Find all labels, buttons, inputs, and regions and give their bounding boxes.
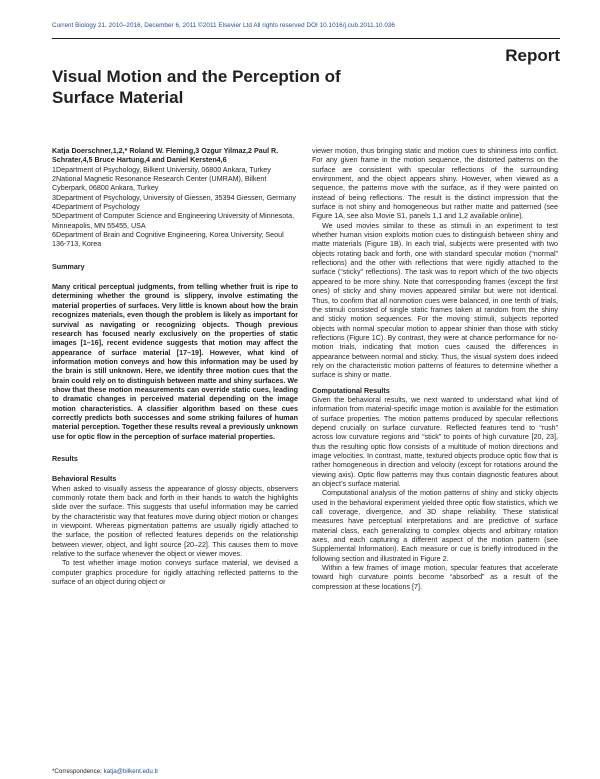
affiliation: 4Department of Psychology [52,203,140,212]
author-list: Katja Doerschner,1,2,* Roland W. Fleming,3 Ozgur Yilmaz,2 Paul R. Schrater,4,5 Bruce Hartung,4 and Daniel Kersten4,6 [52,147,279,165]
right-column [312,147,558,592]
behavioral-results-heading: Behavioral Results [52,475,117,484]
affiliation: 1Department of Psychology, Bilkent University, 06800 Ankara, Turkey [52,165,271,174]
affiliation-list [52,166,298,250]
footnote-label: *Correspondence: [52,768,104,775]
correspondence-footnote [52,768,158,775]
body-paragraph: Computational analysis of the motion patterns of shiny and sticky objects used in the behavioral experiment yielded three optic flow statistics, which we call coverage, divergence, and 3D shape reliability. These statistical measures have perceptual interpretations and are predictive of surface material class, each generalizing to complex objects and arbitrary rotation axes, and each capturing a different aspect of the motion pattern (see Supplemental Information). Each measure or cue is briefly introduced in the following section and illustrated in Figure 2. [312,489,558,563]
body-paragraph: To test whether image motion conveys surface material, we devised a computer graphics procedure for rigidly attaching reflected patterns to the surface of an object during object or [52,559,298,587]
results-heading: Results [52,454,78,463]
affiliation: 2National Magnetic Resonance Research Center (UMRAM), Bilkent Cyberpark, 06800 Ankara, Turkey [52,175,267,193]
affiliation: 3Department of Psychology, University of Giessen, 35394 Giessen, Germany [52,193,296,202]
header-rule [52,38,560,39]
affiliation: 6Department of Brain and Cognitive Engineering, Korea University, Seoul 136-713, Korea [52,231,284,249]
left-column [52,147,298,587]
paper-title: Visual Motion and the Perception of Surface Material [52,67,341,107]
body-paragraph: viewer motion, thus bringing static and motion cues to shininess into conflict. For any given frame in the motion sequence, the distorted patterns on the surface are consistent with specular reflections of the surrounding environment, and the object appears shiny. However, when viewed as a sequence, the patterns move with the surface, as if they were painted on instead of being reflections. The result is the distinct impression that the surface is not shiny and homogeneous but rather matte and patterned (see Figure 1A, see also Movie S1, panels 1,1 and 1,2 available online). [312,147,558,221]
journal-citation-line: Current Biology 21, 2010–2016, December 6, 2011 ©2011 Elsevier Ltd All rights reserved DOI 10.1016/j.cub.2011.10.036 [52,22,395,29]
correspondence-email-link[interactable]: katja@bilkent.edu.tr [103,768,159,775]
affiliation: 5Department of Computer Science and Engineering University of Minnesota, Minneapolis, MN 55455, USA [52,212,295,230]
body-paragraph: We used movies similar to these as stimuli in an experiment to test whether human vision exploits motion cues to distinguish between shiny and matte materials (Figure 1B). In each trial, subjects were presented with two objects rotating back and forth, one with standard specular motion (“normal” reflections) and the other with reflections that were rigidly attached to the surface (“sticky” reflections). The task was to report which of the two objects appeared to be more shiny. Note that corresponding frames (except the first ones) of sticky and shiny movies appeared similar but were not identical. Thus, to confirm that all nonmotion cues were balanced, in one tenth of trials, the stimuli consisted of single static frames taken at random from the shiny and sticky motion sequences. For the moving stimuli, subjects reported objects with normal specular motion to appear shinier than those with sticky reflections (Figure 1C). By contrast, they were at chance performance for no-motion trials, indicating that motion cues caused the differences in appearance between normal and sticky. Thus, the visual system does indeed rely on the characteristic motion patterns of features to determine whether a surface is shiny or matte. [312,221,558,380]
body-paragraph: Within a few frames of image motion, specular features that accelerate toward high curvature points become “absorbed” as a result of the compression at these locations [7]. [312,564,558,591]
section-tag: Report [505,46,560,65]
computational-results-heading: Computational Results [312,386,390,395]
body-paragraph: Given the behavioral results, we next wanted to understand what kind of information from material-specific image motion is available for the estimation of surface properties. The motion patterns produced by specular reflections depend crucially on surface curvature. Reflected features tend to “rush” across low curvature regions and “stick” to points of high curvature [20, 23], thus the resulting optic flow consists of a multitude of motion directions and image velocities. In contrast, matte, textured objects produce optic flow that is rather homogeneous in direction and velocity (except for rotations around the viewing axis). Optic flow patterns may thus contain diagnostic features about an object’s surface material. [312,395,558,489]
body-paragraph: When asked to visually assess the appearance of glossy objects, observers commonly rotate them back and forth in their hands to watch the highlights slide over the surface. This suggests that useful information may be carried by the characteristic way that features move during object motion or changes in viewpoint. Whereas pigmentation patterns are usually rigidly attached to the surface, the position of reflected features depends on the relationship between viewer, object, and light source [20–22]. This causes them to move relative to the surface whenever the object or viewer moves. [52,484,298,559]
summary-text: Many critical perceptual judgments, from telling whether fruit is ripe to determining whether the ground is slippery, involve estimating the material properties of surfaces. Very little is known about how the brain recognizes materials, even though the problem is likely as important for survival as navigating or recognizing objects. Though previous research has focused nearly exclusively on the properties of static images [1–16], recent evidence suggests that motion may affect the appearance of surface material [17–19]. However, what kind of information motion conveys and how this information may be used by the brain is still unknown. Here, we identify three motion cues that the brain could rely on to distinguish between matte and shiny surfaces. We show that these motion measurements can override static cues, leading to dramatic changes in perceived material depending on the image motion characteristics. A classifier algorithm based on these cues correctly predicts both successes and some striking failures of human material perception. Together these results reveal a previously unknown use for optic flow in the perception of surface material properties. [52,283,298,441]
summary-heading: Summary [52,262,85,271]
